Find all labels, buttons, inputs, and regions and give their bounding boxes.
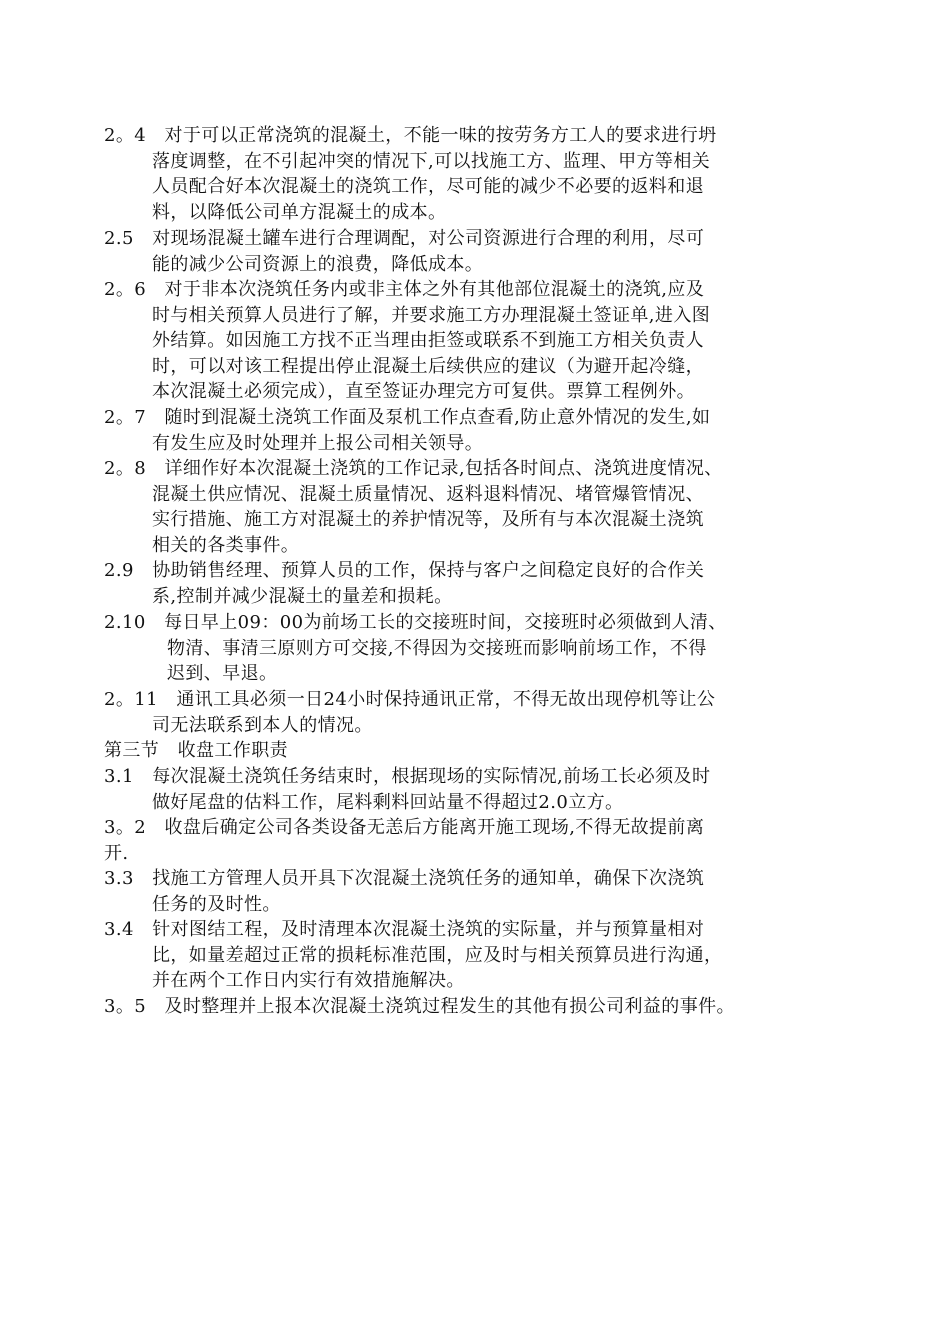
clause-line: 混凝土供应情况、混凝土质量情况、返料退料情况、堵管爆管情况、 — [152, 483, 704, 505]
clause-line: 实行措施、施工方对混凝土的养护情况等，及所有与本次混凝土浇筑 — [152, 509, 704, 530]
clause-line: 系,控制并减少混凝土的量差和损耗。 — [152, 585, 453, 607]
clause-3-4 — [104, 917, 864, 994]
clause-line: 2。6 对于非本次浇筑任务内或非主体之外有其他部位混凝土的浇筑,应及 — [104, 279, 705, 300]
clause-line: 开. — [104, 842, 129, 864]
clause-line: 任务的及时性。 — [152, 893, 281, 915]
clause-line: 2。11 通讯工具必须一日24小时保持通讯正常，不得无故出现停机等让公 — [104, 689, 716, 710]
clause-2-11 — [104, 687, 864, 738]
clause-line: 有发生应及时处理并上报公司相关领导。 — [152, 432, 484, 454]
clause-2-9 — [104, 558, 864, 609]
clause-line: 2.10 每日早上09：00为前场工长的交接班时间，交接班时必须做到人清、 — [104, 612, 727, 633]
clause-line: 物清、事清三原则方可交接,不得因为交接班而影响前场工作，不得 — [167, 637, 707, 659]
clause-line: 外结算。如因施工方找不正当理由拒签或联系不到施工方相关负责人 — [152, 330, 704, 351]
clause-line: 落度调整，在不引起冲突的情况下,可以找施工方、监理、甲方等相关 — [152, 150, 711, 172]
clause-line: 比，如量差超过正常的损耗标准范围，应及时与相关预算员进行沟通， — [152, 944, 723, 966]
section-heading — [104, 738, 864, 764]
clause-line: 人员配合好本次混凝土的浇筑工作，尽可能的减少不必要的返料和退 — [152, 176, 704, 197]
clause-3-1 — [104, 764, 864, 815]
clause-2-8 — [104, 456, 864, 558]
clause-line: 能的减少公司资源上的浪费，降低成本。 — [152, 253, 484, 275]
clause-line: 做好尾盘的估料工作，尾料剩料回站量不得超过2.0立方。 — [152, 791, 624, 813]
clause-line: 2.5 对现场混凝土罐车进行合理调配，对公司资源进行合理的利用，尽可 — [104, 228, 705, 249]
clause-line: 2.9 协助销售经理、预算人员的工作，保持与客户之间稳定良好的合作关 — [104, 560, 705, 581]
clause-2-4 — [104, 123, 864, 225]
clause-2-6 — [104, 277, 864, 405]
clause-line: 3。2 收盘后确定公司各类设备无恙后方能离开施工现场,不得无故提前离 — [104, 817, 705, 838]
clause-line: 2。7 随时到混凝土浇筑工作面及泵机工作点查看,防止意外情况的发生,如 — [104, 407, 711, 428]
clause-3-5 — [104, 994, 864, 1020]
clause-line: 3。5 及时整理并上报本次混凝土浇筑过程发生的其他有损公司利益的事件。 — [104, 996, 735, 1017]
clause-line: 2。8 详细作好本次混凝土浇筑的工作记录,包括各时间点、浇筑进度情况、 — [104, 458, 723, 479]
section-title: 第三节 收盘工作职责 — [104, 740, 288, 761]
clause-2-5 — [104, 226, 864, 277]
clause-line: 司无法联系到本人的情况。 — [152, 714, 373, 736]
clause-line: 相关的各类事件。 — [152, 534, 300, 556]
clause-line: 本次混凝土必须完成），直至签证办理完方可复供。票算工程例外。 — [152, 381, 695, 402]
clause-3-2 — [104, 815, 864, 866]
clause-3-3 — [104, 866, 864, 917]
clause-line: 并在两个工作日内实行有效措施解决。 — [152, 970, 465, 991]
clause-2-7 — [104, 405, 864, 456]
clause-line: 迟到、早退。 — [167, 663, 278, 684]
clause-line: 2。4 对于可以正常浇筑的混凝土，不能一味的按劳务方工人的要求进行坍 — [104, 125, 717, 146]
clause-2-10 — [104, 610, 864, 687]
clause-line: 3.3 找施工方管理人员开具下次混凝土浇筑任务的通知单，确保下次浇筑 — [104, 868, 705, 889]
clause-line: 料，以降低公司单方混凝土的成本。 — [152, 201, 447, 223]
clause-line: 3.1 每次混凝土浇筑任务结束时，根据现场的实际情况,前场工长必须及时 — [104, 766, 711, 787]
clause-line: 时，可以对该工程提出停止混凝土后续供应的建议（为避开起冷缝， — [152, 355, 704, 377]
clause-line: 3.4 针对图结工程，及时清理本次混凝土浇筑的实际量，并与预算量相对 — [104, 919, 705, 940]
clause-line: 时与相关预算人员进行了解，并要求施工方办理混凝土签证单,进入图 — [152, 304, 711, 326]
